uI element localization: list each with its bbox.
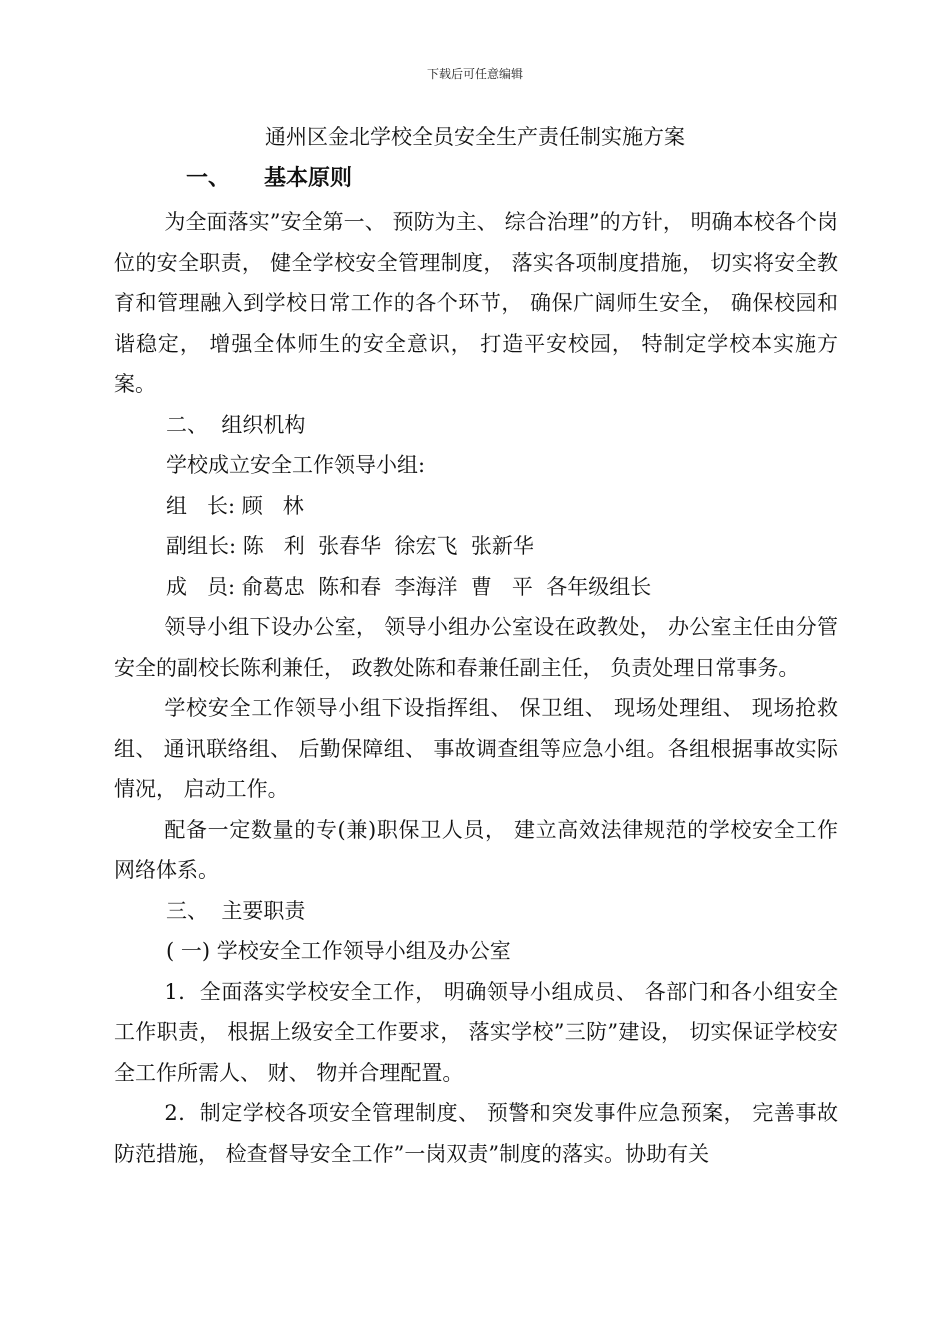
line-members: 成 员: 俞葛忠 陈和春 李海洋 曹 平 各年级组长 (166, 574, 652, 599)
line-deputy-leaders: 副组长: 陈 利 张春华 徐宏飞 张新华 (166, 534, 534, 558)
line-group-leader: 组 长: 顾 林 (166, 493, 304, 518)
section-heading-basic-principles (114, 160, 838, 196)
list-item-1: 1．全面落实学校安全工作， 明确领导小组成员、 各部门和各小组安全工作职责， 根据上级安全工作要求， 落实学校”三防”建设， 切实保证学校安全工作所需人、 财、 物并合理配置。 (114, 979, 838, 1085)
subsection-heading-leadership-office: ( 一) 学校安全工作领导小组及办公室 (166, 939, 511, 963)
paragraph-office: 领导小组下设办公室， 领导小组办公室设在政教处， 办公室主任由分管安全的副校长陈利兼任， 政教处陈和春兼任副主任， 负责处理日常事务。 (114, 615, 838, 680)
paragraph-security-staff: 配备一定数量的专(兼)职保卫人员， 建立高效法律规范的学校安全工作网络体系。 (114, 817, 838, 882)
header-note: 下载后可任意编辑 (426, 67, 523, 81)
paragraph-leadership-intro: 学校成立安全工作领导小组: (166, 453, 426, 477)
section-number: 一、 (186, 165, 231, 191)
section-label: 基本原则 (264, 165, 353, 191)
document-body (114, 160, 838, 1174)
list-item-2: 2．制定学校各项安全管理制度、 预警和突发事件应急预案， 完善事故防范措施， 检查督导安全工作”一岗双责”制度的落实。协助有关 (114, 1101, 838, 1166)
document-title: 通州区金北学校全员安全生产责任制实施方案 (265, 125, 685, 149)
paragraph-emergency-groups: 学校安全工作领导小组下设指挥组、 保卫组、 现场处理组、 现场抢救组、 通讯联络组、 后勤保障组、 事故调查组等应急小组。各组根据事故实际情况， 启动工作。 (114, 696, 838, 801)
section-heading-organization: 二、 组织机构 (166, 412, 306, 437)
section-heading-responsibilities: 三、 主要职责 (166, 898, 306, 923)
paragraph-principles: 为全面落实”安全第一、 预防为主、 综合治理”的方针， 明确本校各个岗位的安全职责， 健全学校安全管理制度， 落实各项制度措施， 切实将安全教育和管理融入到学校日常工作的各个环节， 确保广阔师生安全， 确保校园和谐稳定， 增强全体师生的安全意识， 打造平安校园， 特制定学校本实施方案。 (114, 210, 838, 396)
